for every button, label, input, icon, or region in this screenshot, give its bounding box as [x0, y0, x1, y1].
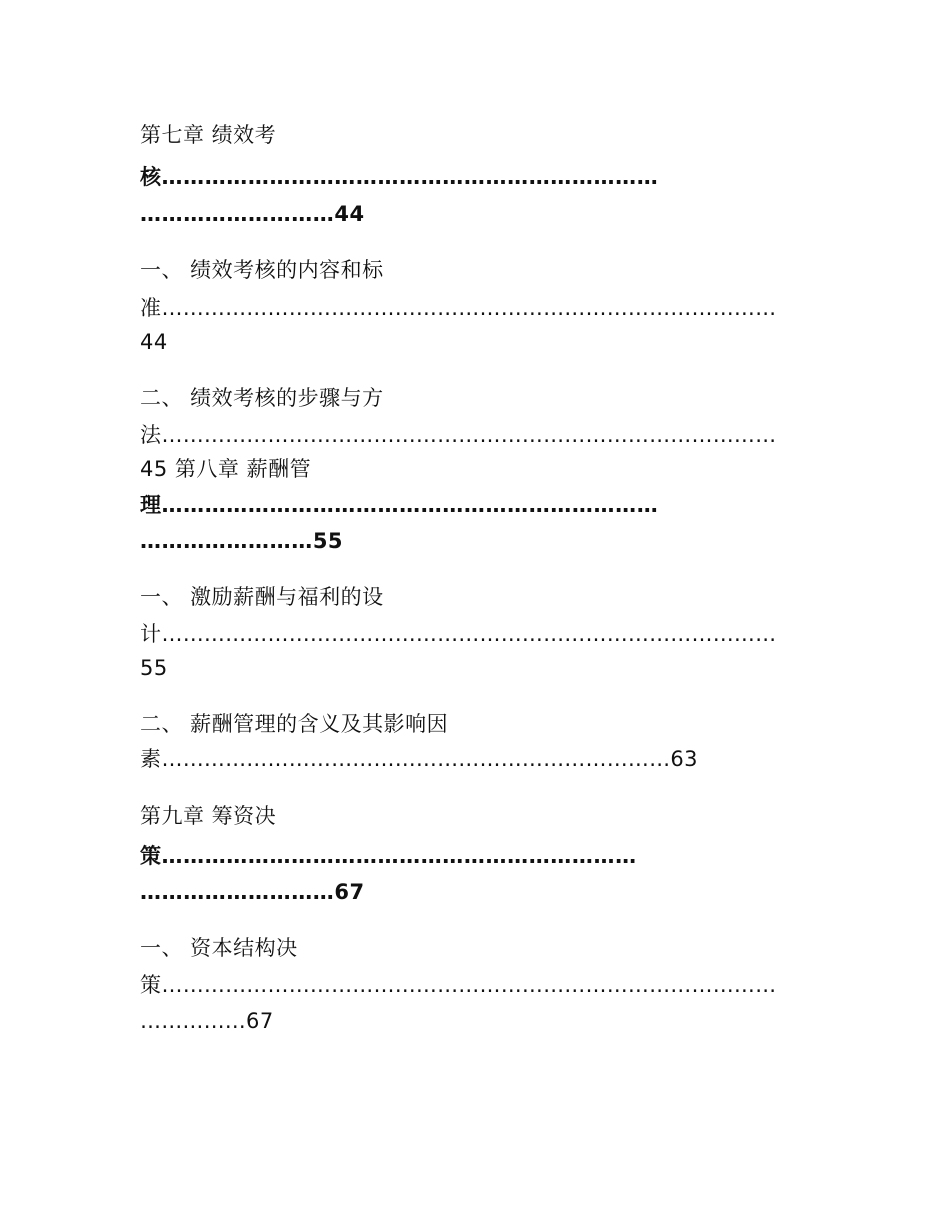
chapter-9-title-cont: 策: [140, 844, 162, 868]
section-8-1-title: 一、 激励薪酬与福利的设: [140, 585, 384, 609]
section-8-2-page-number: 63: [670, 747, 699, 771]
dot-leader: ……………………………………………………………: [161, 493, 659, 517]
chapter-7-entry-line: [140, 163, 658, 191]
chapter-9-page-line: [140, 878, 365, 906]
dot-leader: ………………………………………………………………: [161, 747, 671, 771]
dot-leader: ……………………………………………………………………………: [161, 622, 777, 646]
dot-leader: ………………………: [140, 880, 335, 904]
chapter-9-page-number: 67: [334, 880, 365, 904]
section-9-1-title-cont: 策: [140, 973, 162, 997]
chapter-8-page-number: 55: [312, 529, 344, 553]
chapter-7-title: 第七章 绩效考: [140, 123, 277, 147]
section-9-1-title: 一、 资本结构决: [140, 936, 298, 960]
section-7-2-title: 二、 绩效考核的步骤与方: [140, 386, 384, 410]
chapter-8-title: 第八章 薪酬管: [174, 457, 312, 481]
section-7-1-title: 一、 绩效考核的内容和标: [140, 258, 384, 282]
section-8-2-entry-line: [140, 745, 698, 773]
section-7-2-title-cont: 法: [140, 423, 162, 447]
section-9-1-entry-line: [140, 971, 776, 999]
dot-leader: ………………………: [140, 202, 335, 226]
section-9-1-page-number: 67: [246, 1009, 274, 1033]
chapter-7-page-line: [140, 200, 365, 228]
section-8-2-title-cont: 素: [140, 747, 162, 771]
section-7-2-page-and-chapter-8-line: [140, 455, 311, 483]
chapter-8-page-line: [140, 527, 343, 555]
chapter-9-entry-line: [140, 842, 637, 870]
dot-leader: ……………: [140, 1009, 246, 1033]
section-9-1-page-line: [140, 1007, 274, 1035]
section-8-1-title-cont: 计: [140, 622, 162, 646]
dot-leader: ……………………………………………………………………………: [161, 296, 777, 320]
chapter-9-title: 第九章 筹资决: [140, 804, 277, 828]
chapter-8-entry-line: [140, 491, 658, 519]
section-8-2-title: 二、 薪酬管理的含义及其影响因: [140, 712, 449, 736]
section-8-1-entry-line: [140, 620, 776, 648]
chapter-7-title-cont: 核: [140, 165, 162, 189]
chapter-8-title-cont: 理: [140, 493, 162, 517]
section-7-1-page-number: 44: [140, 330, 168, 354]
dot-leader: ……………………: [140, 529, 313, 553]
section-7-1-entry-line: [140, 294, 776, 322]
dot-leader: ……………………………………………………………………………: [161, 423, 777, 447]
section-8-1-page-number: 55: [140, 656, 168, 680]
dot-leader: ……………………………………………………………: [161, 165, 659, 189]
section-7-1-title-cont: 准: [140, 296, 162, 320]
section-7-2-entry-line: [140, 421, 776, 449]
chapter-7-page-number: 44: [334, 202, 365, 226]
dot-leader: …………………………………………………………: [161, 844, 637, 868]
section-7-2-page-number: 45: [140, 457, 168, 481]
dot-leader: ……………………………………………………………………………: [161, 973, 777, 997]
